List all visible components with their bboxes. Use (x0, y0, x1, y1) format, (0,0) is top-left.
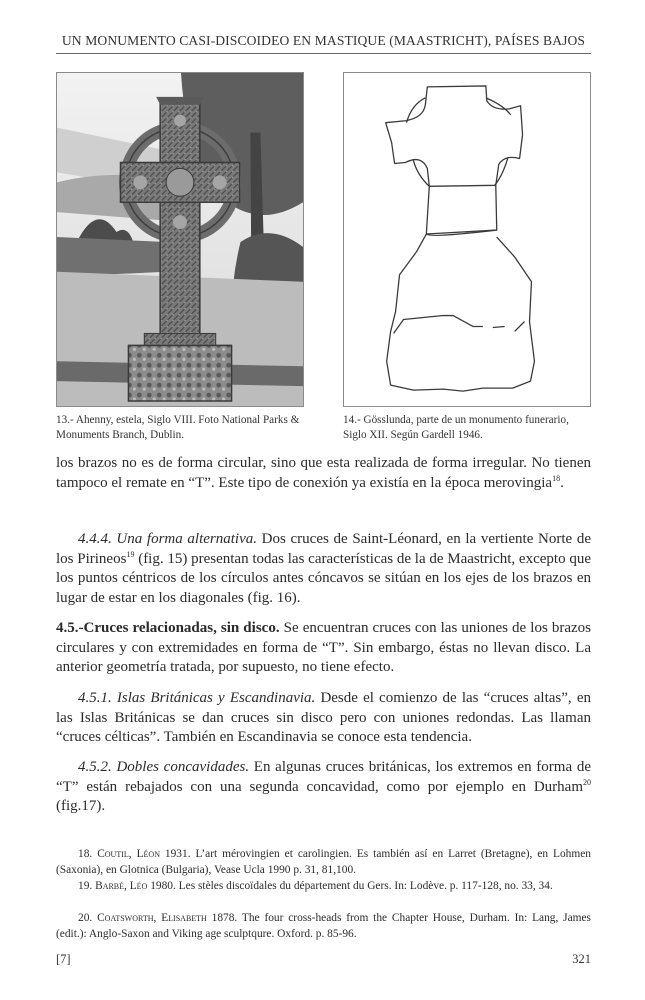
footnote-author: Coutil, Léon (97, 848, 160, 860)
paragraph-text: (fig.17). (56, 798, 106, 815)
footnote-number: 18. (78, 848, 98, 860)
section-heading-4-5-2: 4.5.2. Dobles concavidades. (78, 759, 250, 775)
folio-left: [7] (56, 952, 71, 966)
celtic-cross-photo-icon (57, 73, 303, 406)
cross-outline-drawing-icon (344, 73, 590, 406)
footnote-18 (56, 846, 591, 878)
section-heading-4-5: 4.5.-Cruces relacionadas, sin disco. (56, 620, 280, 636)
paragraph-text: Desde el comienzo de las “cruces altas”, en las Islas Británicas se dan cruces sin disco pero con uniones redondas. Las llaman “cruces célticas”. También en Escandinavia se conoce esta tendencia. (56, 690, 591, 746)
paragraph-text: En algunas cruces británicas, los extremos en forma de “T” están rebajados con una segunda concavidad, como por ejemplo en Durham (56, 759, 591, 795)
section-heading-4-4-4: 4.4.4. Una forma alternativa. (78, 531, 258, 547)
paragraph-4-4-4 (56, 530, 591, 608)
figure-14-caption: 14.- Gösslunda, parte de un monumento funerario, Siglo XII. Según Gardell 1946. (343, 414, 569, 441)
paragraph-text: Se encuentran cruces con las uniones de los brazos circulares y con extremidades en forma de “T”. Sin embargo, éstas no llevan disco. La anterior geometría tratada, por supuesto, no tiene efecto. (56, 620, 591, 676)
paragraph-4-5-2 (56, 758, 591, 817)
footnote-ref-19[interactable]: 19 (126, 549, 135, 559)
paragraph-continuation (56, 454, 591, 493)
page-number: 321 (572, 952, 591, 966)
figure-13-photo (56, 72, 304, 407)
footnote-number: 20. (78, 912, 98, 924)
footnote-text: 1878. The four cross-heads from the Chapter House, Durham. In: Lang, James (edit.): Anglo-Saxon and Viking age sculptqure. Oxford. p. 85-96. (56, 912, 591, 940)
footnote-number: 19. (78, 880, 96, 892)
running-head-rule (56, 53, 591, 54)
paragraph-text: los brazos no es de forma circular, sino que esta realizada de forma irregular. No tienen tampoco el remate en “T”. Este tipo de conexión ya existía en la época merovingia (56, 455, 591, 491)
running-head: UN MONUMENTO CASI-DISCOIDEO EN MASTIQUE (MAASTRICHT), PAÍSES BAJOS (61, 33, 586, 48)
figure-14-drawing (343, 72, 591, 407)
footnote-text: 1980. Les stèles discoïdales du département du Gers. In: Lodève. p. 117-128, no. 33, 34. (147, 880, 553, 892)
paragraph-4-5-1 (56, 689, 591, 748)
paragraph-text: Dos cruces de Saint-Léonard, en la vertiente Norte de los Pirineos (56, 531, 592, 567)
footnote-ref-18[interactable]: 18 (552, 473, 561, 483)
footnote-ref-20[interactable]: 20 (583, 777, 591, 787)
footnote-20 (56, 910, 591, 942)
footnote-text: 1931. L’art mérovingien et carolingien. Es también así en Larret (Bretagne), en Lohmen (Saxonia), en Glotnica (Bulgaria), Vease Ucla 1990 p. 31, 81,100. (56, 848, 591, 876)
paragraph-4-5 (56, 619, 591, 678)
paragraph-tail: . (560, 474, 564, 491)
paragraph-text: (fig. 15) presentan todas las características de la de Maastricht, excepto que los puntos céntricos de los círculos antes cóncavos se sitúan en los ejes de los brazos en lugar de estar en los diagonales (fig. 16). (56, 550, 591, 606)
footnote-19 (56, 878, 591, 894)
footnote-author: Coatsworth, Elisabeth (97, 912, 207, 924)
figure-13-caption: 13.- Ahenny, estela, Siglo VIII. Foto National Parks & Monuments Branch, Dublin. (56, 414, 300, 441)
section-heading-4-5-1: 4.5.1. Islas Británicas y Escandinavia. (78, 690, 316, 706)
footnote-author: Barbé, Léo (95, 880, 148, 892)
